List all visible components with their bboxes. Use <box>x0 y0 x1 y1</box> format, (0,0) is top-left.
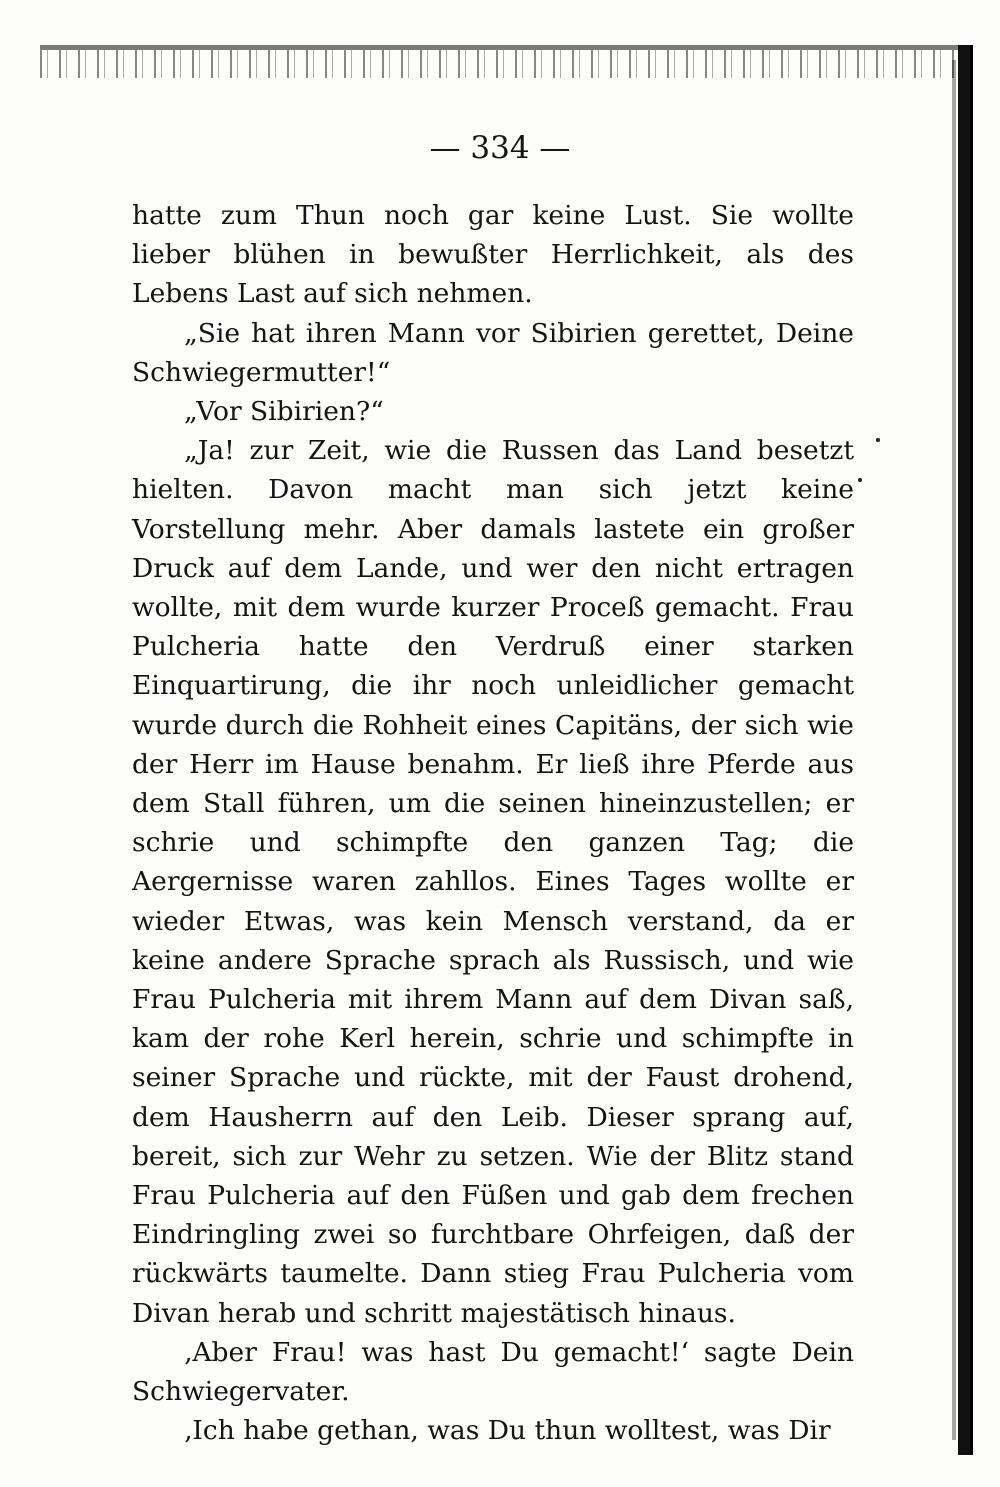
paragraph-3: „Vor Sibirien?“ <box>184 396 384 428</box>
page-top-edge <box>40 45 970 78</box>
paragraph-5: ‚Aber Frau! was hast Du gemacht!‘ sagte Dein Schwiegervater. <box>132 1336 854 1408</box>
scan-speck <box>876 438 880 442</box>
page-right-shadow <box>952 60 956 1440</box>
paragraph-2: „Sie hat ihren Mann vor Sibirien gerettet, Deine Schwiegermutter!“ <box>132 317 854 388</box>
paragraph-4: „Ja! zur Zeit, wie die Russen das Land besetzt hielten. Davon macht man sich jetzt keine Vorstellung mehr. Aber damals lastete ein großer Druck auf dem Lande, und wer den nicht ertragen wollte, mit dem wurde kurzer Proceß gemacht. Frau Pulcheria hatte den Verdruß einer starken Einquartirung, die ihr noch unleidlicher gemacht wurde durch die Rohheit eines Capitäns, der sich wie der Herr im Hause benahm. Er ließ ihre Pferde aus dem Stall führen, um die seinen hineinzustellen; er schrie und schimpfte den ganzen Tag; die Aergernisse waren zahllos. Eines Tages wollte er wieder Etwas, was kein Mensch verstand, da er keine andere Sprache sprach als Russisch, und wie Frau Pulcheria mit ihrem Mann auf dem Divan saß, kam der rohe Kerl herein, schrie und schimpfte in seiner Sprache und rückte, mit der Faust drohend, dem Hausherrn auf den Leib. Dieser sprang auf, bereit, sich zur Wehr zu setzen. Wie der Blitz stand Frau Pulcheria auf den Füßen und gab dem frechen Eindringling zwei so furchtbare Ohrfeigen, daß der rückwärts taumelte. Dann stieg Frau Pulcheria vom Divan herab und schritt majestätisch hinaus. <box>132 435 854 1329</box>
page-number: — 334 — <box>429 130 571 166</box>
paragraph-1: hatte zum Thun noch gar keine Lust. Sie wollte lieber blühen in bewußter Herrlichkeit, als des Lebens Last auf sich nehmen. <box>132 200 854 310</box>
paragraph-6: ‚Ich habe gethan, was Du thun wolltest, was Dir <box>184 1415 831 1447</box>
body-text <box>132 196 854 1451</box>
page-right-edge <box>958 45 973 1455</box>
scan-speck <box>858 478 862 482</box>
